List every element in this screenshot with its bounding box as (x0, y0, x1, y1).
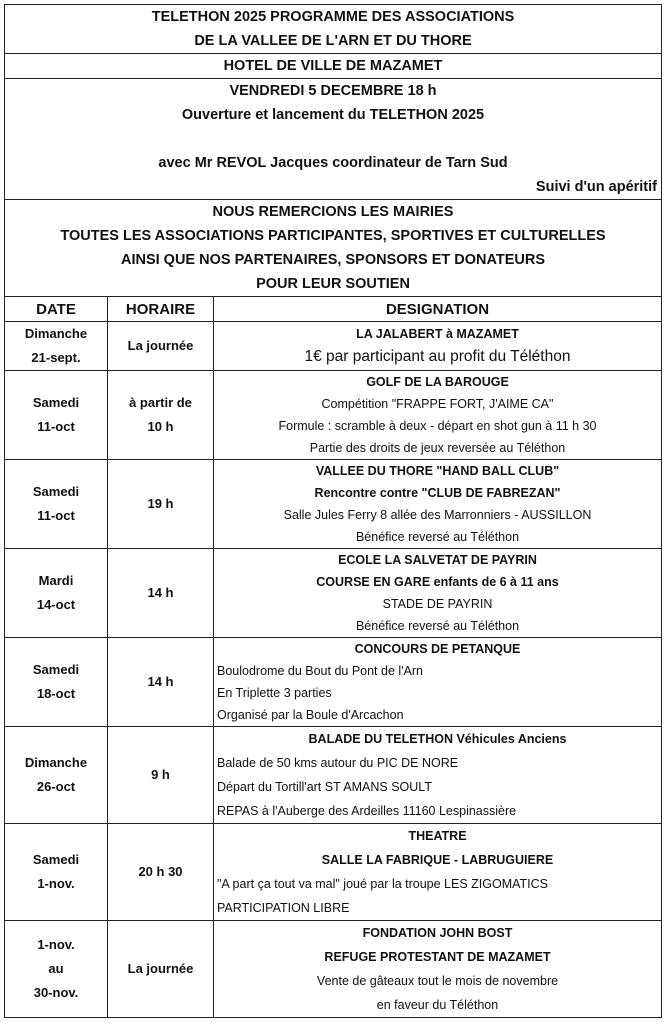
event-designation (214, 460, 662, 549)
event-time (108, 638, 214, 727)
event-detail: Bénéfice reversé au Téléthon (355, 530, 520, 544)
event-detail: PARTICIPATION LIBRE (217, 901, 350, 915)
event-date (5, 921, 108, 1018)
event-time-line: 10 h (147, 419, 174, 434)
column-header-row (5, 297, 662, 322)
event-time-line: La journée (127, 338, 194, 353)
thanks-line-1: NOUS REMERCIONS LES MAIRIES (212, 204, 454, 220)
event-detail: en faveur du Téléthon (376, 998, 499, 1012)
event-date-line: 1-nov. (37, 876, 75, 891)
event-time-line: 20 h 30 (138, 864, 183, 879)
event-date-line: Samedi (32, 662, 80, 677)
event-title: CONCOURS DE PETANQUE (354, 642, 521, 656)
event-detail: STADE DE PAYRIN (382, 597, 493, 611)
opening-date: VENDREDI 5 DECEMBRE 18 h (229, 83, 437, 99)
opening-coordinator: avec Mr REVOL Jacques coordinateur de Tarn Sud (158, 155, 508, 171)
event-date-line: Samedi (32, 395, 80, 410)
event-detail: Boulodrome du Bout du Pont de l'Arn (217, 664, 423, 678)
event-date (5, 824, 108, 921)
event-date (5, 727, 108, 824)
title-row (5, 5, 662, 54)
event-date-line: 11-oct (37, 508, 75, 523)
event-designation (214, 727, 662, 824)
event-date-line: Dimanche (24, 755, 88, 770)
event-designation (214, 824, 662, 921)
title-line-1: TELETHON 2025 PROGRAMME DES ASSOCIATIONS (151, 9, 515, 25)
event-date-line: 30-nov. (33, 985, 79, 1000)
event-date-line: 18-oct (36, 686, 76, 701)
event-title: FONDATION JOHN BOST (362, 926, 513, 940)
event-subtitle: REFUGE PROTESTANT DE MAZAMET (324, 950, 551, 964)
event-time (108, 549, 214, 638)
programme-sheet (4, 4, 661, 1018)
event-title: ECOLE LA SALVETAT DE PAYRIN (338, 553, 537, 567)
event-detail: Salle Jules Ferry 8 allée des Marronniers - AUSSILLON (283, 508, 592, 522)
event-designation (214, 371, 662, 460)
opening-row (5, 79, 662, 200)
event-detail: Balade de 50 kms autour du PIC DE NORE (217, 756, 459, 770)
event-date (5, 460, 108, 549)
event-detail: Départ du Tortill'art ST AMANS SOULT (217, 780, 432, 794)
event-date-line: 11-oct (37, 419, 75, 434)
event-designation (214, 638, 662, 727)
event-detail: En Triplette 3 parties (217, 686, 332, 700)
event-title: LA JALABERT à MAZAMET (356, 327, 519, 341)
event-time (108, 371, 214, 460)
event-time-line: 9 h (151, 767, 170, 782)
event-time-line: 14 h (147, 585, 174, 600)
title-cell (5, 5, 662, 54)
column-header-date: DATE (5, 297, 108, 322)
thanks-line-3: AINSI QUE NOS PARTENAIRES, SPONSORS ET DONATEURS (120, 252, 546, 268)
event-title: BALADE DU TELETHON Véhicules Anciens (308, 732, 567, 746)
event-date (5, 638, 108, 727)
event-detail: Partie des droits de jeux reversée au Téléthon (309, 441, 566, 455)
event-date-line: 21-sept. (31, 350, 81, 365)
event-date-line: 26-oct (36, 779, 76, 794)
event-detail: "A part ça tout va mal" joué par la troupe LES ZIGOMATICS (217, 877, 549, 891)
event-title: VALLEE DU THORE "HAND BALL CLUB" (315, 464, 560, 478)
event-detail: Vente de gâteaux tout le mois de novembre (316, 974, 559, 988)
column-header-designation: DESIGNATION (214, 297, 662, 322)
event-time-line: à partir de (129, 395, 192, 410)
event-date-line: 14-oct (36, 597, 76, 612)
event-date-line: 1-nov. (37, 937, 75, 952)
event-subtitle: SALLE LA FABRIQUE - LABRUGUIERE (321, 853, 554, 867)
opening-cell (5, 79, 662, 200)
event-date-line: Samedi (32, 484, 80, 499)
event-date (5, 549, 108, 638)
event-row (5, 371, 662, 460)
event-date (5, 371, 108, 460)
thanks-cell (5, 200, 662, 297)
event-detail: Bénéfice reversé au Téléthon (355, 619, 520, 633)
title-line-2: DE LA VALLEE DE L'ARN ET DU THORE (194, 33, 472, 49)
event-detail: REPAS à l'Auberge des Ardeilles 11160 Lespinassière (217, 804, 517, 818)
thanks-row (5, 200, 662, 297)
event-row (5, 824, 662, 921)
thanks-line-2: TOUTES LES ASSOCIATIONS PARTICIPANTES, SPORTIVES ET CULTURELLES (60, 228, 606, 244)
event-date-line: Mardi (38, 573, 74, 588)
event-subtitle: Rencontre contre "CLUB DE FABREZAN" (314, 486, 561, 500)
event-date-line: au (48, 961, 64, 976)
event-detail: Organisé par la Boule d'Arcachon (217, 708, 404, 722)
venue-row (5, 54, 662, 79)
event-detail: 1€ par participant au profit du Téléthon (304, 348, 571, 365)
event-time-line: 14 h (147, 674, 174, 689)
event-date (5, 322, 108, 371)
event-row (5, 322, 662, 371)
event-time (108, 460, 214, 549)
thanks-line-4: POUR LEUR SOUTIEN (256, 276, 410, 292)
event-time (108, 322, 214, 371)
programme-table (4, 4, 662, 1018)
event-time-line: La journée (127, 961, 194, 976)
opening-aperitif: Suivi d'un apéritif (535, 179, 657, 195)
event-time-line: 19 h (147, 496, 174, 511)
venue-cell (5, 54, 662, 79)
event-subtitle: COURSE EN GARE enfants de 6 à 11 ans (316, 575, 559, 589)
event-detail: Compétition "FRAPPE FORT, J'AIME CA" (321, 397, 554, 411)
event-designation (214, 549, 662, 638)
event-detail: Formule : scramble à deux - départ en shot gun à 11 h 30 (278, 419, 597, 433)
event-designation (214, 921, 662, 1018)
event-title: THEATRE (408, 829, 467, 843)
event-date-line: Dimanche (24, 326, 88, 341)
event-time (108, 824, 214, 921)
event-time (108, 921, 214, 1018)
opening-launch: Ouverture et lancement du TELETHON 2025 (181, 107, 485, 123)
event-designation (214, 322, 662, 371)
event-row (5, 727, 662, 824)
event-time (108, 727, 214, 824)
event-title: GOLF DE LA BAROUGE (366, 375, 509, 389)
event-date-line: Samedi (32, 852, 80, 867)
event-row (5, 549, 662, 638)
event-row (5, 921, 662, 1018)
venue-title: HOTEL DE VILLE DE MAZAMET (223, 58, 443, 74)
event-row (5, 638, 662, 727)
event-row (5, 460, 662, 549)
opening-spacer (5, 127, 661, 151)
column-header-time: HORAIRE (108, 297, 214, 322)
